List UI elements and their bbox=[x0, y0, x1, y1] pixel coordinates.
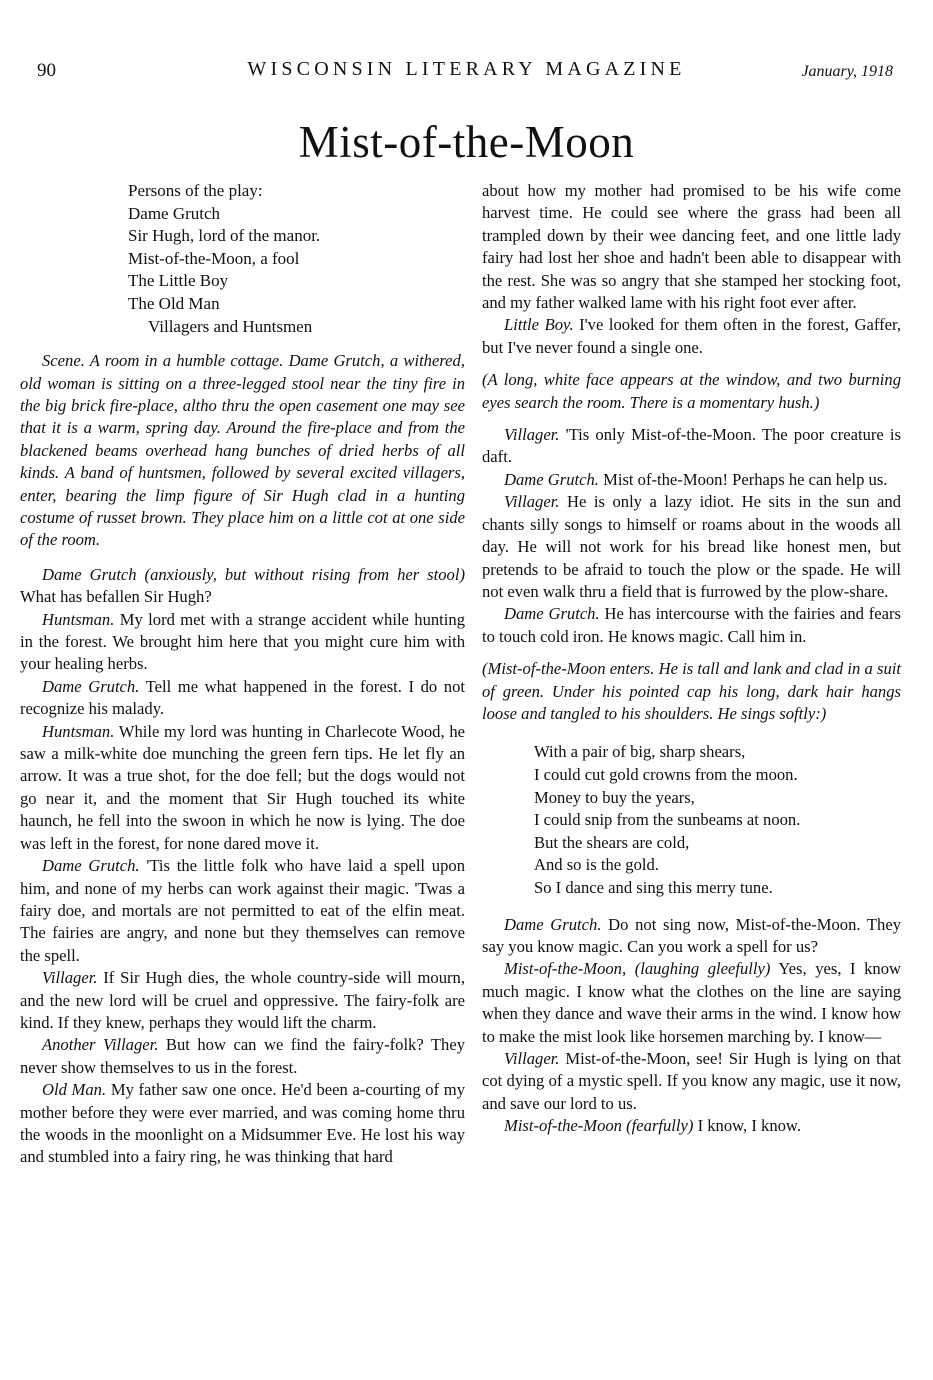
speech-text: 'Tis the little folk who have laid a spell upon him, and none of my herbs can work against their magic. 'Twas a fairy doe, and mortals are not permitted to eat of the elfin meat. The fairies are angry, and none but they themselves can remove the spell. bbox=[20, 856, 465, 965]
speaker-name: Villager. bbox=[504, 492, 560, 512]
speaker-name: Villager. bbox=[504, 1048, 560, 1068]
speaker-name: Mist-of-the-Moon, bbox=[504, 959, 627, 979]
right-dialogue-2 bbox=[482, 424, 901, 648]
speech-text: Mist-of-the-Moon, see! Sir Hugh is lying on that cot dying of a mystic spell. If you know any magic, use it now, and save our lord to us. bbox=[482, 1048, 902, 1113]
cast-item: The Little Boy bbox=[128, 271, 229, 291]
cast-heading: Persons of the play: bbox=[128, 181, 263, 200]
cast-item: Dame Grutch bbox=[128, 203, 221, 223]
cast-item: Villagers and Huntsmen bbox=[148, 316, 313, 336]
dialogue-line bbox=[482, 469, 901, 491]
dialogue-line bbox=[482, 914, 901, 959]
dialogue-line bbox=[482, 603, 901, 648]
speech-text: Mist of-the-Moon! Perhaps he can help us. bbox=[603, 469, 888, 489]
right-dialogue-1 bbox=[482, 314, 901, 359]
dialogue-line bbox=[482, 424, 901, 469]
speech-text: While my lord was hunting in Charlecote Wood, he saw a milk-white doe munching the green fern tips. He let fly an arrow. It was a true shot, for the doe fell; but the dogs would not go near it, and the moment that Sir Hugh touched its white haunch, he fell into the swoon in which he now is lying. The doe was left in the forest, for none dared move it. bbox=[20, 721, 465, 853]
song-line: But the shears are cold, bbox=[534, 832, 690, 852]
stage-direction-enter: (Mist-of-the-Moon enters. He is tall and lank and clad in a suit of green. Under his pointed cap his long, dark hair hangs loose and tangled to his shoulders. He sings softly:) bbox=[482, 659, 901, 723]
speech-text: I know, I know. bbox=[697, 1116, 801, 1136]
left-column bbox=[20, 180, 465, 1169]
song-line: Money to buy the years, bbox=[534, 787, 695, 807]
speaker-name: Huntsman. bbox=[42, 609, 115, 629]
speech-text: My lord met with a strange accident while hunting in the forest. We brought him here that you might cure him with your healing herbs. bbox=[20, 609, 465, 674]
speaker-name: Villager. bbox=[42, 968, 98, 988]
speaker-name: Dame Grutch bbox=[42, 564, 137, 584]
cast-item: Mist-of-the-Moon, a fool bbox=[128, 248, 300, 268]
song-verse bbox=[534, 741, 901, 899]
song-line: With a pair of big, sharp shears, bbox=[534, 742, 746, 762]
dialogue-line bbox=[482, 1115, 901, 1137]
dialogue-line bbox=[20, 1034, 465, 1079]
dialogue-line bbox=[20, 967, 465, 1034]
dialogue-line bbox=[20, 721, 465, 855]
dialogue-line bbox=[20, 609, 465, 676]
scene-description bbox=[20, 350, 465, 552]
speech-text: 'Tis only Mist-of-the-Moon. The poor creature is daft. bbox=[482, 425, 901, 467]
speech-text: Tell me what happened in the forest. I do not recognize his malady. bbox=[20, 676, 465, 719]
speech-text: What has befallen Sir Hugh? bbox=[20, 587, 212, 607]
cast-item: Sir Hugh, lord of the manor. bbox=[128, 226, 321, 246]
speaker-name: Dame Grutch. bbox=[504, 469, 599, 489]
stage-direction: (anxiously, but without rising from her stool) bbox=[144, 564, 465, 584]
stage-direction: (laughing gleefully) bbox=[634, 959, 771, 979]
left-dialogue bbox=[20, 564, 465, 1169]
speech-text: I've looked for them often in the forest, Gaffer, but I've never found a single one. bbox=[482, 315, 901, 357]
speaker-name: Dame Grutch. bbox=[42, 676, 140, 696]
issue-date: January, 1918 bbox=[801, 63, 893, 80]
dialogue-line bbox=[20, 1079, 465, 1169]
page-header bbox=[0, 58, 933, 88]
stage-direction: (fearfully) bbox=[626, 1116, 694, 1136]
speech-text: He is only a lazy idiot. He sits in the sun and chants silly songs to himself or roams about in the woods all day. He will not work for his bread like honest men, but pretends to be afraid to touch the plow or the spade. He will not even walk thru a field that is furrowed by the plow-share. bbox=[482, 492, 901, 601]
song-line: And so is the gold. bbox=[534, 855, 659, 875]
page-number: 90 bbox=[37, 60, 56, 81]
dialogue-line bbox=[20, 676, 465, 721]
speaker-name: Villager. bbox=[504, 425, 560, 445]
song-line: I could snip from the sunbeams at noon. bbox=[534, 810, 801, 830]
dialogue-line bbox=[20, 855, 465, 967]
speech-text: But how can we find the fairy-folk? They never show themselves to us in the forest. bbox=[20, 1035, 466, 1077]
dialogue-line bbox=[482, 958, 901, 1048]
play-title: Mist-of-the-Moon bbox=[298, 117, 635, 167]
magazine-title: WISCONSIN LITERARY MAGAZINE bbox=[247, 58, 686, 80]
speaker-name: Another Villager. bbox=[42, 1035, 159, 1055]
speaker-name: Old Man. bbox=[42, 1080, 107, 1100]
speaker-name: Dame Grutch. bbox=[504, 604, 600, 624]
dialogue-line bbox=[482, 491, 901, 603]
speech-text: Do not sing now, Mist-of-the-Moon. They say you know magic. Can you work a spell for us? bbox=[482, 914, 902, 956]
speech-text: If Sir Hugh dies, the whole country-side will mourn, and the new lord will be cruel and oppressive. The fairy-folk are kind. If they knew, perhaps they would lift the charm. bbox=[20, 968, 465, 1032]
dialogue-line bbox=[482, 314, 901, 359]
dialogue-line bbox=[20, 564, 465, 609]
speaker-name: Dame Grutch. bbox=[42, 856, 140, 876]
speech-text: Yes, yes, I know much magic. I know what the clothes on the line are saying when they dance and wave their arms in the wind. I know how to make the mist look like horsemen marching by. I know— bbox=[482, 959, 901, 1046]
speaker-name: Huntsman. bbox=[42, 721, 115, 741]
song-line: I could cut gold crowns from the moon. bbox=[534, 764, 798, 784]
right-dialogue-3 bbox=[482, 914, 901, 1138]
speech-text: He has intercourse with the fairies and fears to touch cold iron. He knows magic. Call him in. bbox=[482, 604, 902, 646]
speaker-name: Mist-of-the-Moon bbox=[504, 1116, 622, 1136]
song-line: So I dance and sing this merry tune. bbox=[534, 877, 773, 897]
scene-text: A room in a humble cottage. Dame Grutch, a withered, old woman is sitting on a three-legged stool near the tiny fire in the big brick fire-place, altho thru the open casement one may see that it is a warm, spring day. Around the fire-place and from the blackened beams overhead hang bunches of dried herbs of all kinds. A band of huntsmen, followed by several excited villagers, enter, bearing the limp figure of Sir Hugh clad in a hunting costume of russet brown. They place him on a little cot at one side of the room. bbox=[20, 351, 465, 550]
speaker-name: Little Boy. bbox=[504, 315, 574, 335]
stage-direction-window: (A long, white face appears at the window, and two burning eyes search the room. There is a momentary hush.) bbox=[482, 370, 901, 412]
speaker-name: Dame Grutch. bbox=[504, 914, 602, 934]
dialogue-line bbox=[482, 1048, 901, 1115]
dialogue-continuation: about how my mother had promised to be his wife come harvest time. He could see where the grass had been all trampled down by their wee dancing feet, and one little lady fairy had lost her shoe and hadn't been able to disappear with the rest. She was so angry that she stamped her stocking foot, and my father walked lame with his right foot ever after. bbox=[482, 181, 901, 313]
right-column bbox=[482, 180, 901, 1138]
speech-text: My father saw one once. He'd been a-courting of my mother before they were ever married, and was coming home thru the woods in the moonlight on a Midsummer Eve. He lost his way and stumbled into a fairy ring, he was thinking that hard bbox=[20, 1080, 465, 1167]
scene-label: Scene. bbox=[42, 351, 85, 371]
cast-list bbox=[128, 180, 465, 338]
cast-item: The Old Man bbox=[128, 293, 220, 313]
